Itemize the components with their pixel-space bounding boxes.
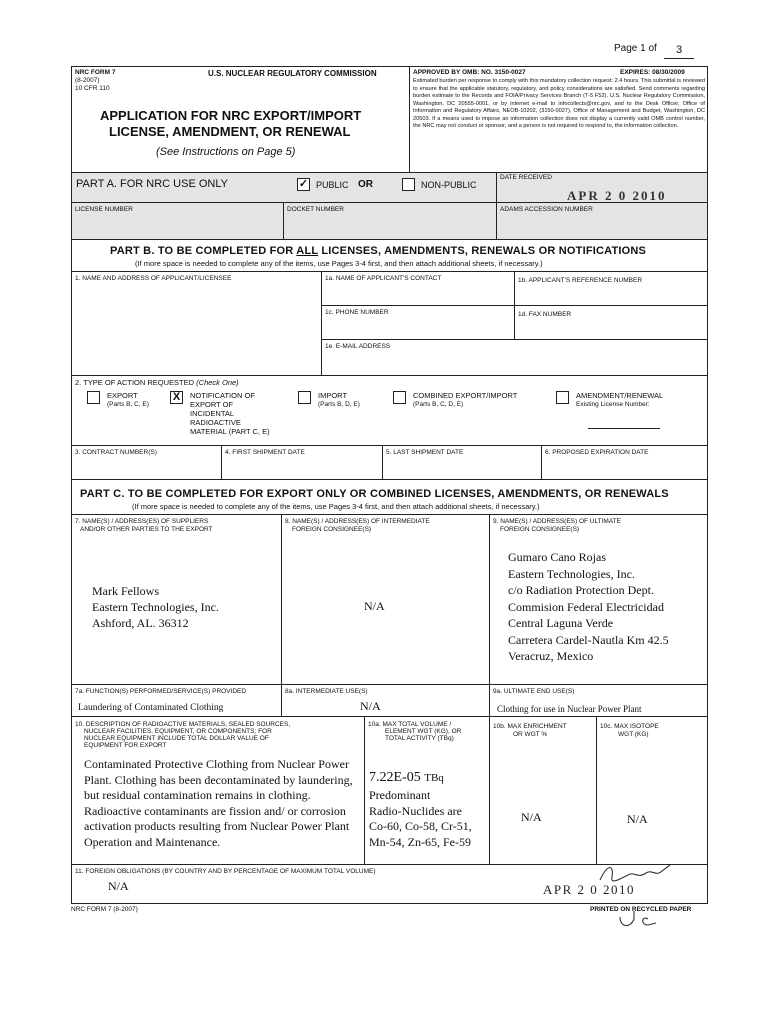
ultimate-label-line1: 9. NAME(S) / ADDRESS(ES) OF ULTIMATE (493, 518, 621, 525)
email-address-label: 1e. E-MAIL ADDRESS (325, 343, 391, 350)
amendment-option-label: AMENDMENT/RENEWAL (576, 391, 664, 400)
export-option-parts: (Parts B, C, E) (107, 401, 149, 408)
footer-recycled: PRINTED ON RECYCLED PAPER (590, 906, 692, 913)
part-b-note: (If more space is needed to complete any of the items, use Pages 3-4 first, and then attach additional sheets, if necessary.) (135, 259, 543, 268)
part-c-note: (If more space is needed to complete any of the items, use Pages 3-4 first, and then attach additional sheets, if necessary.) (132, 502, 540, 511)
fax-number-label: 1d. FAX NUMBER (518, 311, 572, 318)
page-total: 3 (676, 44, 683, 56)
form-cfr: 10 CFR 110 (75, 85, 110, 92)
action-type-label: 2. TYPE OF ACTION REQUESTED (Check One) (75, 378, 239, 387)
foreign-obligations-label: 11. FOREIGN OBLIGATIONS (BY COUNTRY AND BY PERCENTAGE OF MAXIMUM TOTAL VOLUME) (75, 868, 376, 875)
description-label-line4: EQUIPMENT FOR EXPORT (84, 742, 167, 749)
reference-number-label: 1b. APPLICANT'S REFERENCE NUMBER (518, 277, 643, 284)
public-label: PUBLIC (316, 180, 349, 190)
license-number-label: LICENSE NUMBER (75, 206, 133, 213)
import-option-label: IMPORT (318, 391, 348, 400)
max-isotope-label-line1: 10c. MAX ISOTOPE (600, 723, 659, 730)
ultimate-consignee-address: Gumaro Cano Rojas Eastern Technologies, Inc. c/o Radiation Protection Dept. Commision Federal Electricidad Central Laguna Verde Carretera Cardel-Nautla Km 42.5 Veracruz, Mexico (508, 550, 669, 663)
public-checkbox[interactable]: ✓ (298, 178, 309, 190)
date-received-stamp: APR 2 0 2010 (567, 188, 667, 203)
notification-option-line3: INCIDENTAL (190, 409, 235, 418)
max-volume-label-line2: ELEMENT WGT (KG), OR (385, 728, 462, 735)
applicant-address-label: 1. NAME AND ADDRESS OF APPLICANT/LICENSEE (75, 275, 232, 282)
description-label-line3: NUCLEAR EQUIPMENT INCLUDE TOTAL DOLLAR VALUE OF (84, 735, 269, 742)
public-or: OR (358, 179, 373, 190)
received-date-stamp: APR 2 0 2010 (543, 882, 636, 897)
page-label: Page 1 of (614, 43, 657, 54)
max-volume-label-line3: TOTAL ACTIVITY (TBq) (385, 735, 454, 742)
footer-form-id: NRC FORM 7 (8-2007) (71, 906, 138, 913)
form-rev: (8-2007) (75, 77, 100, 84)
intermediate-label-line2: FOREIGN CONSIGNEE(S) (292, 526, 372, 533)
amendment-checkbox[interactable] (556, 391, 569, 404)
omb-expires: EXPIRES: 08/30/2009 (620, 69, 685, 76)
form-name: NRC FORM 7 (75, 69, 116, 76)
suppliers-label-line1: 7. NAME(S) / ADDRESS(ES) OF SUPPLIERS (75, 518, 209, 525)
function-performed-label: 7a. FUNCTION(S) PERFORMED/SERVICE(S) PROVIDED (75, 688, 247, 695)
existing-license-label: Existing License Number: (576, 401, 650, 408)
form-title-line1: APPLICATION FOR NRC EXPORT/IMPORT (100, 108, 362, 123)
function-performed-value: Laundering of Contaminated Clothing (78, 703, 224, 713)
part-a-title: PART A. FOR NRC USE ONLY (76, 178, 228, 190)
suppliers-label-line2: AND/OR OTHER PARTIES TO THE EXPORT (80, 526, 213, 533)
notification-option-line1: NOTIFICATION OF (190, 391, 255, 400)
max-enrichment-label-line2: OR WGT % (513, 731, 548, 738)
adams-accession-label: ADAMS ACCESSION NUMBER (500, 206, 593, 213)
date-received-label: DATE RECEIVED (500, 174, 552, 181)
burden-statement: Estimated burden per response to comply with this mandatory collection request: 2.4 hours. This submittal is reviewed to ensure that the applicable statutory, regulatory, and policy considerations are satisfied. Send comments regarding burden estimate to the Records and FOIA/Privacy Services Branch (T-5 F52), U.S. Nuclear Regulatory Commission, Washington, DC 20555-0001, or by internet e-mail to infocollects@nrc.gov, and to the Desk Officer, Office of Information and Regulatory Affairs, NEOB-10202, (3150-0027), Office of Management and Budget, Washington, DC 20503. If a means used to impose an information collection does not display a currently valid OMB control number, the NRC may not conduct or sponsor, and a person is not required to respond to, the information collection. (413, 78, 705, 129)
contract-number-label: 3. CONTRACT NUMBER(S) (75, 449, 157, 456)
ultimate-use-value: Clothing for use in Nuclear Power Plant (497, 704, 642, 714)
notification-option-line5: MATERIAL (PART C, E) (190, 427, 270, 436)
existing-license-field[interactable] (588, 428, 660, 429)
import-option-parts: (Parts B, D, E) (318, 401, 360, 408)
agency-name: U.S. NUCLEAR REGULATORY COMMISSION (208, 69, 377, 78)
total-activity-value: 7.22E-05 TBq (369, 770, 444, 785)
supplier-address: Mark Fellows Eastern Technologies, Inc. Ashford, AL. 36312 (92, 584, 219, 630)
notification-option-line4: RADIOACTIVE (190, 418, 241, 427)
max-enrichment-label-line1: 10b. MAX ENRICHMENT (493, 723, 567, 730)
intermediate-use-label: 8a. INTERMEDIATE USE(S) (285, 688, 368, 695)
form-title-line2: LICENSE, AMENDMENT, OR RENEWAL (109, 124, 351, 139)
combined-option-label: COMBINED EXPORT/IMPORT (413, 391, 518, 400)
first-shipment-label: 4. FIRST SHIPMENT DATE (225, 449, 305, 456)
material-description: Contaminated Protective Clothing from Nuclear Power Plant. Clothing has been decontaminated by laundering, but residual contamination remains in clothing. Radioactive contaminants are fission and/ or corrosion activation products resulting from Nuclear Power Plant Operation and Maintenance. (84, 757, 353, 849)
nonpublic-label: NON-PUBLIC (421, 180, 477, 190)
description-label-line1: 10. DESCRIPTION OF RADIOACTIVE MATERIALS, SEALED SOURCES, (75, 721, 291, 728)
ultimate-label-line2: FOREIGN CONSIGNEE(S) (500, 526, 580, 533)
last-shipment-label: 5. LAST SHIPMENT DATE (386, 449, 464, 456)
omb-number: APPROVED BY OMB: NO. 3150-0027 (413, 69, 526, 76)
max-enrichment-value: N/A (521, 810, 542, 824)
max-isotope-value: N/A (627, 812, 648, 826)
intermediate-use-value: N/A (360, 699, 381, 713)
description-label-line2: NUCLEAR FACILITIES, EQUIPMENT, OR COMPONENTS; FOR (84, 728, 272, 735)
intermediate-consignee-value: N/A (364, 599, 385, 613)
import-checkbox[interactable] (298, 391, 311, 404)
phone-number-label: 1c. PHONE NUMBER (325, 309, 389, 316)
radionuclides-list: Predominant Radio-Nuclides are Co-60, Co-58, Cr-51, Mn-54, Zn-65, Fe-59 (369, 788, 472, 849)
export-checkbox[interactable] (87, 391, 100, 404)
part-b-title: PART B. TO BE COMPLETED FOR ALL LICENSES, AMENDMENTS, RENEWALS OR NOTIFICATIONS (110, 245, 647, 257)
notification-checkbox[interactable]: X (170, 391, 183, 404)
form-instructions: (See Instructions on Page 5) (156, 146, 296, 158)
export-option-label: EXPORT (107, 391, 138, 400)
part-c-title: PART C. TO BE COMPLETED FOR EXPORT ONLY OR COMBINED LICENSES, AMENDMENTS, OR RENEWALS (80, 488, 669, 500)
applicant-contact-label: 1a. NAME OF APPLICANT'S CONTACT (325, 275, 442, 282)
max-isotope-label-line2: WGT (KG) (618, 731, 649, 738)
nonpublic-checkbox[interactable] (402, 178, 415, 191)
foreign-obligations-value: N/A (108, 879, 129, 893)
combined-checkbox[interactable] (393, 391, 406, 404)
combined-option-parts: (Parts B, C, D, E) (413, 401, 464, 408)
docket-number-label: DOCKET NUMBER (287, 206, 344, 213)
max-volume-label-line1: 10a. MAX TOTAL VOLUME / (368, 721, 452, 728)
handwritten-initials (590, 855, 680, 935)
notification-option-line2: EXPORT OF (190, 400, 234, 409)
intermediate-label-line1: 8. NAME(S) / ADDRESS(ES) OF INTERMEDIATE (285, 518, 430, 525)
ultimate-use-label: 9a. ULTIMATE END USE(S) (493, 688, 575, 695)
expiration-date-label: 6. PROPOSED EXPIRATION DATE (545, 449, 649, 456)
